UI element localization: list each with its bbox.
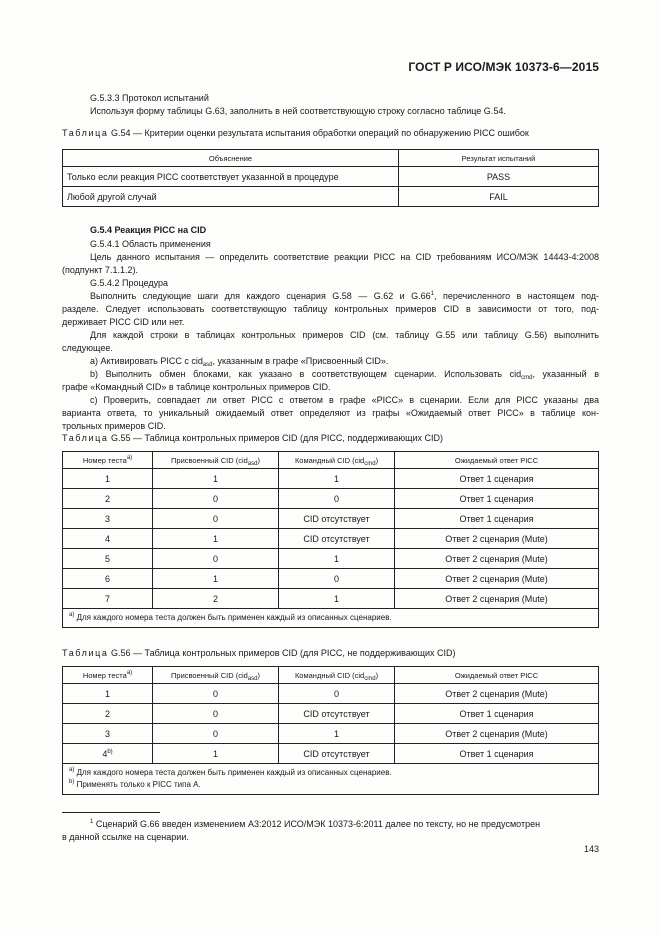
- table-g55: [62, 451, 599, 628]
- table-cell: 1: [153, 744, 279, 764]
- table-cell: 0: [153, 489, 279, 509]
- table-cell: Ответ 1 сценария: [395, 469, 599, 489]
- table-cell: 5: [63, 549, 153, 569]
- table-cell: CID отсутствует: [279, 509, 395, 529]
- table-cell: CID отсутствует: [279, 529, 395, 549]
- table-cell: 4: [63, 529, 153, 549]
- caption-label: Таблица: [62, 128, 109, 138]
- table-cell: CID отсутствует: [279, 744, 395, 764]
- step-a: а) Активировать PICC с cid$_{asd}$, указанным в графе «Присвоенный CID».: [90, 356, 389, 368]
- paragraph-line: следующее.: [62, 343, 113, 353]
- table-row: [63, 704, 599, 724]
- table-cell: 1: [279, 589, 395, 609]
- table-cell: Ответ 1 сценария: [395, 704, 599, 724]
- table-cell: Ответ 2 сценария (Mute): [395, 569, 599, 589]
- table-cell: 1: [279, 549, 395, 569]
- section-text-g533: Используя форму таблицы G.63, заполнить в ней соответствующую строку согласно таблице G.54.: [90, 106, 506, 116]
- table-cell: Ответ 1 сценария: [395, 489, 599, 509]
- table-cell: 0: [279, 489, 395, 509]
- table-row: [63, 724, 599, 744]
- table-cell: 0: [153, 724, 279, 744]
- subsection-title-g541: G.5.4.1 Область применения: [90, 239, 211, 249]
- paragraph-line: Для каждой строки в таблицах контрольных примеров CID (см. таблицу G.55 или таблицу G.56) выполнить: [90, 330, 599, 340]
- table-row: [63, 529, 599, 549]
- table-row: [63, 744, 599, 764]
- caption-text: G.56 — Таблица контрольных примеров CID (для PICC, не поддерживающих CID): [111, 648, 456, 658]
- table-note: $^{a)}$ Для каждого номера теста должен быть применен каждый из описанных сценариев. $^{b)}$ Применять только к PICC типа А.: [63, 764, 599, 795]
- document-header: ГОСТ Р ИСО/МЭК 10373-6—2015: [408, 60, 599, 74]
- table-cell: 4$^{b)}$: [63, 744, 153, 764]
- table-note-row: [63, 609, 599, 628]
- paragraph-line: трольных примеров CID.: [62, 421, 166, 431]
- table-g55-caption: [62, 432, 443, 444]
- table-cell: 0: [279, 684, 395, 704]
- header-cell: Командный CID (cid$_{cmd}$): [279, 667, 395, 684]
- table-row: [63, 589, 599, 609]
- table-note: $^{a)}$ Для каждого номера теста должен быть применен каждый из описанных сценариев.: [63, 609, 599, 628]
- table-g54: [62, 149, 599, 207]
- header-cell: Присвоенный CID (cid$_{asd}$): [153, 452, 279, 469]
- step-c: с) Проверить, совпадает ли ответ PICC с ответом в графе «PICC» в сценарии. Если для PICC указаны два: [90, 395, 599, 405]
- table-cell: CID отсутствует: [279, 704, 395, 724]
- section-title-g54: G.5.4 Реакция PICC на CID: [90, 225, 207, 235]
- table-cell: Ответ 2 сценария (Mute): [395, 529, 599, 549]
- paragraph-line: (подпункт 7.1.1.2).: [62, 265, 138, 275]
- table-header-row: [63, 667, 599, 684]
- section-title-g533: G.5.3.3 Протокол испытаний: [90, 93, 209, 103]
- table-cell: Ответ 2 сценария (Mute): [395, 549, 599, 569]
- table-cell: Ответ 2 сценария (Mute): [395, 724, 599, 744]
- caption-label: Таблица: [62, 433, 109, 443]
- table-row: [63, 187, 599, 207]
- table-cell: Только если реакция PICC соответствует указанной в процедуре: [63, 167, 399, 187]
- table-g54-caption: [62, 127, 529, 139]
- table-cell: 6: [63, 569, 153, 589]
- caption-text: G.55 — Таблица контрольных примеров CID (для PICC, поддерживающих CID): [111, 433, 444, 443]
- table-cell: Любой другой случай: [63, 187, 399, 207]
- table-cell: 3: [63, 509, 153, 529]
- table-row: [63, 684, 599, 704]
- table-cell: 2: [153, 589, 279, 609]
- table-cell: 0: [153, 509, 279, 529]
- table-g56-caption: [62, 647, 456, 659]
- table-row: [63, 167, 599, 187]
- paragraph-line: варианта ответа, то уникальный ожидаемый ответ определяют из графы «Ожидаемый ответ PICC» в таблице кон-: [62, 408, 599, 418]
- table-cell: 3: [63, 724, 153, 744]
- header-cell: Ожидаемый ответ PICC: [395, 667, 599, 684]
- page-number: 143: [583, 844, 599, 854]
- header-cell: Номер теста$^{a)}$: [63, 452, 153, 469]
- table-cell: PASS: [399, 167, 599, 187]
- paragraph-line: держивает PICC CID или нет.: [62, 317, 185, 327]
- header-cell: Номер теста$^{a)}$: [63, 667, 153, 684]
- paragraph-line: графе «Командный CID» в таблице контрольных примеров CID.: [62, 382, 331, 392]
- table-cell: 0: [153, 704, 279, 724]
- table-cell: 0: [153, 684, 279, 704]
- table-cell: 1: [279, 469, 395, 489]
- table-row: [63, 569, 599, 589]
- header-cell: Результат испытаний: [399, 150, 599, 167]
- step-b: b) Выполнить обмен блоками, как указано в соответствующем сценарии. Использовать cid$_{cmd}$, указанный в: [90, 369, 599, 381]
- table-header-row: [63, 150, 599, 167]
- table-row: [63, 469, 599, 489]
- table-header-row: [63, 452, 599, 469]
- table-cell: 7: [63, 589, 153, 609]
- paragraph-line: Цель данного испытания — определить соответствие реакции PICC на CID требованиям ИСО/МЭК 14443-4:2008: [90, 252, 599, 262]
- table-cell: 1: [153, 469, 279, 489]
- caption-label: Таблица: [62, 648, 109, 658]
- table-row: [63, 549, 599, 569]
- header-cell: Объяснение: [63, 150, 399, 167]
- table-g56: [62, 666, 599, 795]
- header-cell: Командный CID (cid$_{cmd}$): [279, 452, 395, 469]
- table-cell: 1: [153, 529, 279, 549]
- paragraph-line: разделе. Следует использовать соответствующую таблицу контрольных примеров CID в зависимости от того, под-: [62, 304, 599, 314]
- subsection-title-g542: G.5.4.2 Процедура: [90, 278, 169, 288]
- table-cell: 1: [63, 469, 153, 489]
- footnote-divider: [62, 812, 160, 813]
- table-cell: 1: [153, 569, 279, 589]
- paragraph-line: Выполнить следующие шаги для каждого сценария G.58 — G.62 и $G.66^1$, перечисленного в настоящем под-: [90, 291, 600, 301]
- table-cell: Ответ 2 сценария (Mute): [395, 684, 599, 704]
- table-cell: FAIL: [399, 187, 599, 207]
- table-cell: 2: [63, 489, 153, 509]
- caption-text: G.54 — Критерии оценки результата испытания обработки операций по обнаружению PICC ошибок: [111, 128, 529, 138]
- table-row: [63, 489, 599, 509]
- table-cell: 0: [279, 569, 395, 589]
- table-cell: 1: [279, 724, 395, 744]
- header-cell: Ожидаемый ответ PICC: [395, 452, 599, 469]
- header-cell: Присвоенный CID (cid$_{asd}$): [153, 667, 279, 684]
- table-cell: Ответ 1 сценария: [395, 509, 599, 529]
- table-row: [63, 509, 599, 529]
- table-cell: Ответ 2 сценария (Mute): [395, 589, 599, 609]
- table-cell: 1: [63, 684, 153, 704]
- table-note-row: [63, 764, 599, 795]
- table-cell: 0: [153, 549, 279, 569]
- table-cell: 2: [63, 704, 153, 724]
- table-cell: Ответ 1 сценария: [395, 744, 599, 764]
- footnote: $^1$ Сценарий G.66 введен изменением А3:2012 ИСО/МЭК 10373-6:2011 далее по тексту, но не предусмотрен в данной ссылке на сценарии.: [62, 819, 541, 842]
